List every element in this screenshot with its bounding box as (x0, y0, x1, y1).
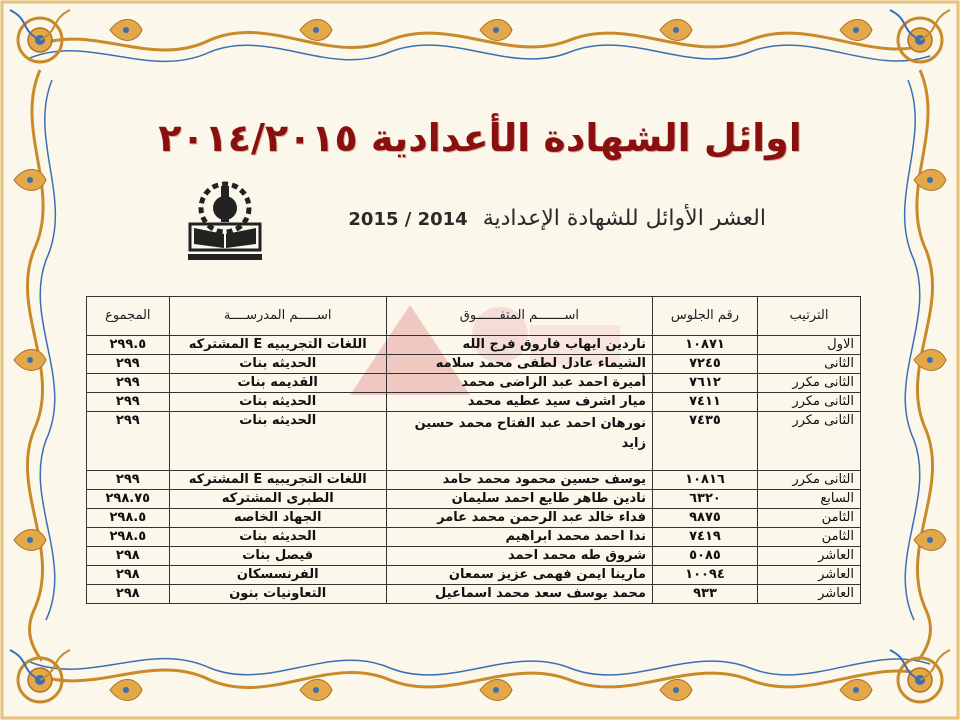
cell-school: الحديثه بنات (169, 412, 386, 471)
cell-rank: الاول (758, 336, 861, 355)
header-school: اســـــم المدرســــة (169, 297, 386, 336)
results-table (86, 296, 861, 604)
cell-total: ٢٩٩.٥ (87, 336, 170, 355)
cell-seat: ١٠٨٧١ (652, 336, 757, 355)
cell-total: ٢٩٨ (87, 585, 170, 604)
cell-total: ٢٩٩ (87, 412, 170, 471)
cell-school: الفرنسسكان (169, 566, 386, 585)
table-row (87, 336, 861, 355)
school-emblem (180, 178, 270, 266)
cell-school: فيصل بنات (169, 547, 386, 566)
header-rank: الترتيب (758, 297, 861, 336)
table-row (87, 355, 861, 374)
cell-rank: العاشر (758, 566, 861, 585)
cell-school: اللغات التجريبيه E المشتركه (169, 336, 386, 355)
cell-name: ناردين ايهاب فاروق فرج الله (386, 336, 652, 355)
cell-name: نورهان احمد عبد الفتاح محمد حسين زايد (386, 412, 652, 471)
cell-name: نادين طاهر طايع احمد سليمان (386, 490, 652, 509)
header-total: المجموع (87, 297, 170, 336)
cell-school: الحديثه بنات (169, 355, 386, 374)
cell-rank: الثانى مكرر (758, 393, 861, 412)
subtitle-year: 2015 / 2014 (348, 209, 468, 230)
cell-name: محمد يوسف سعد محمد اسماعيل (386, 585, 652, 604)
cell-seat: ٩٨٧٥ (652, 509, 757, 528)
cell-total: ٢٩٩ (87, 374, 170, 393)
table-row (87, 374, 861, 393)
cell-school: الجهاد الخاصه (169, 509, 386, 528)
cell-rank: العاشر (758, 585, 861, 604)
table-row (87, 412, 861, 471)
cell-school: الحديثه بنات (169, 393, 386, 412)
cell-seat: ١٠٨١٦ (652, 471, 757, 490)
table-row (87, 528, 861, 547)
cell-school: التعاونيات بنون (169, 585, 386, 604)
cell-school: اللغات التجريبيه E المشتركه (169, 471, 386, 490)
cell-rank: الثانى مكرر (758, 374, 861, 393)
cell-seat: ٥٠٨٥ (652, 547, 757, 566)
cell-total: ٢٩٩ (87, 393, 170, 412)
header-seat-number: رقم الجلوس (652, 297, 757, 336)
cell-name: شروق طه محمد احمد (386, 547, 652, 566)
table-row (87, 509, 861, 528)
cell-seat: ٧٤١١ (652, 393, 757, 412)
table-row (87, 490, 861, 509)
cell-school: القديمه بنات (169, 374, 386, 393)
page-headline: اوائل الشهادة الأعدادية ٢٠١٤/٢٠١٥ (158, 116, 802, 160)
cell-total: ٢٩٨ (87, 547, 170, 566)
cell-seat: ٧٤١٩ (652, 528, 757, 547)
table-header-row (87, 297, 861, 336)
cell-seat: ٩٣٣ (652, 585, 757, 604)
cell-school: الطبرى المشتركه (169, 490, 386, 509)
cell-total: ٢٩٩ (87, 471, 170, 490)
cell-total: ٢٩٩ (87, 355, 170, 374)
table-row (87, 547, 861, 566)
subtitle-text: العشر الأوائل للشهادة الإعدادية (482, 206, 766, 231)
cell-name: الشيماء عادل لطفى محمد سلامه (386, 355, 652, 374)
cell-rank: الثانى مكرر (758, 471, 861, 490)
cell-seat: ٧٤٣٥ (652, 412, 757, 471)
cell-total: ٢٩٨.٧٥ (87, 490, 170, 509)
cell-school: الحديثه بنات (169, 528, 386, 547)
cell-name: ميار اشرف سيد عطيه محمد (386, 393, 652, 412)
cell-name: فداء خالد عبد الرحمن محمد عامر (386, 509, 652, 528)
cell-name: يوسف حسين محمود محمد حامد (386, 471, 652, 490)
cell-name: مارينا ايمن فهمى عزيز سمعان (386, 566, 652, 585)
table-row (87, 566, 861, 585)
cell-seat: ٦٣٢٠ (652, 490, 757, 509)
cell-seat: ٧٢٤٥ (652, 355, 757, 374)
cell-seat: ٧٦١٢ (652, 374, 757, 393)
table-row (87, 585, 861, 604)
cell-total: ٢٩٨ (87, 566, 170, 585)
cell-total: ٢٩٨.٥ (87, 528, 170, 547)
cell-rank: الثامن (758, 528, 861, 547)
cell-total: ٢٩٨.٥ (87, 509, 170, 528)
cell-name: ندا احمد محمد ابراهيم (386, 528, 652, 547)
cell-rank: الثامن (758, 509, 861, 528)
cell-rank: الثانى (758, 355, 861, 374)
cell-rank: الثانى مكرر (758, 412, 861, 471)
table-row (87, 471, 861, 490)
cell-rank: السابع (758, 490, 861, 509)
cell-name: أميرة احمد عبد الراضى محمد (386, 374, 652, 393)
page-subtitle (286, 206, 766, 231)
table-row (87, 393, 861, 412)
cell-rank: العاشر (758, 547, 861, 566)
header-student-name: اســـــــم المتفــــــوق (386, 297, 652, 336)
cell-seat: ١٠٠٩٤ (652, 566, 757, 585)
